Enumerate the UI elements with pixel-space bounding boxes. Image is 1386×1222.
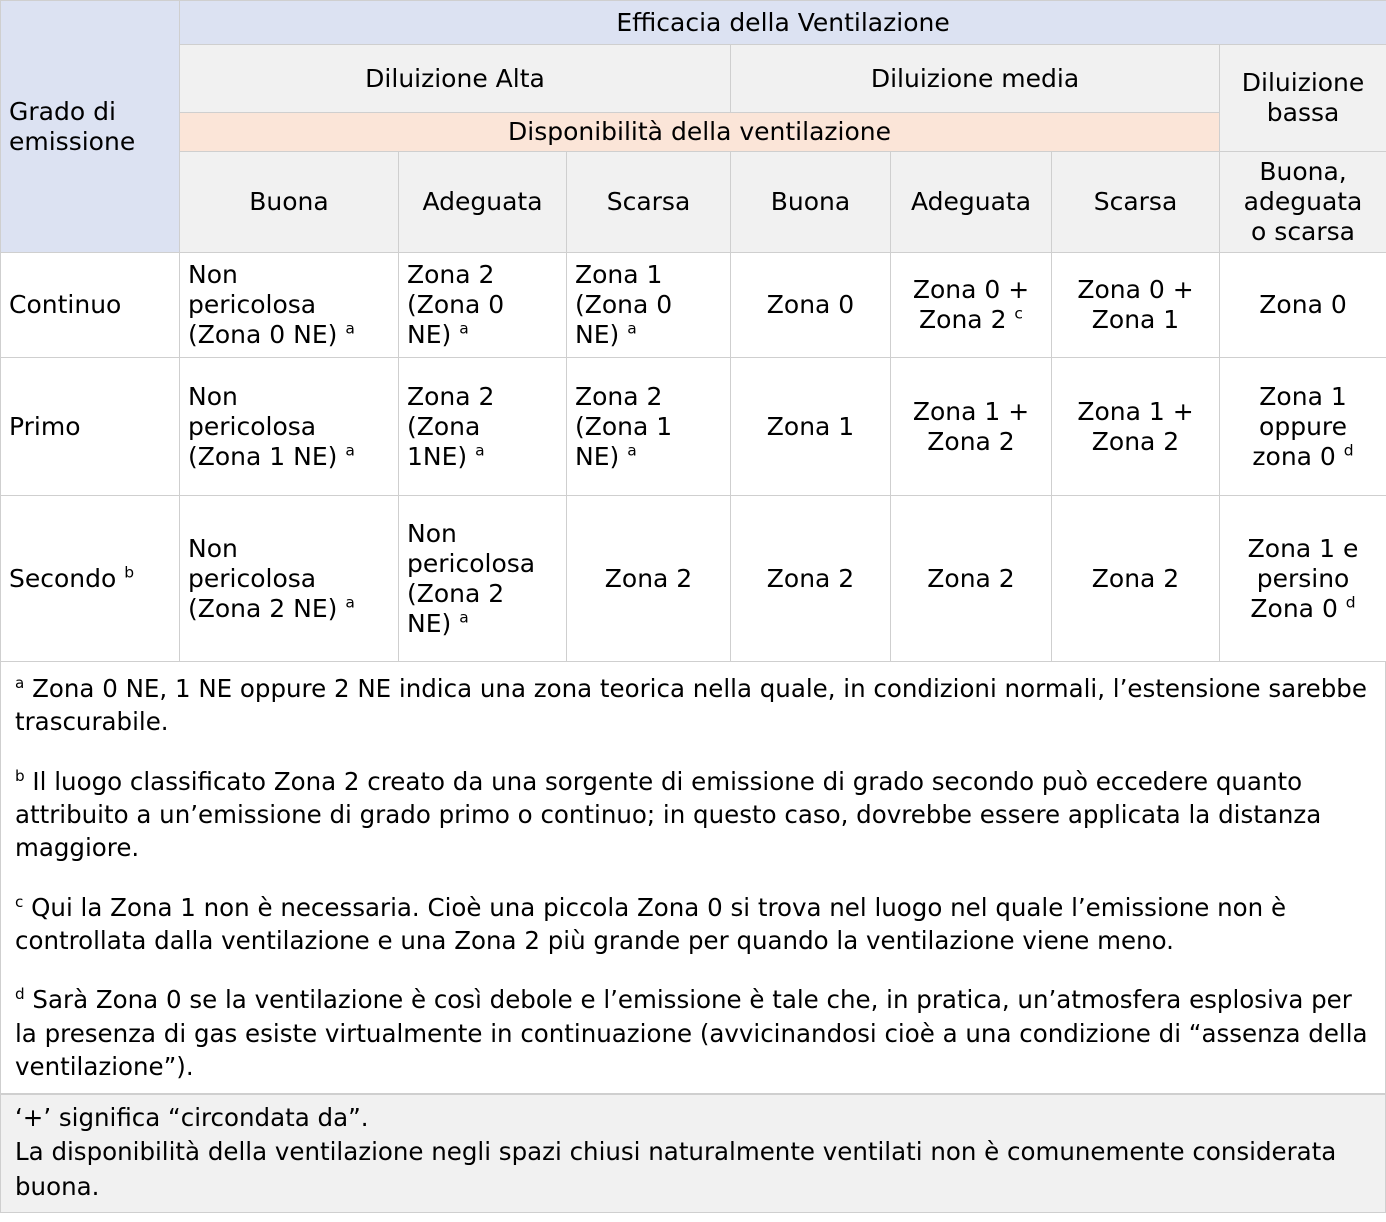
grade-label: Continuo <box>1 253 180 358</box>
header-availability-3: Buona <box>731 152 891 253</box>
header-row-diluizione <box>1 45 1386 113</box>
table-row <box>1 358 1386 496</box>
header-row-availability <box>1 152 1386 253</box>
header-availability-1: Adeguata <box>399 152 567 253</box>
zone-cell: Zona 2 <box>891 496 1052 662</box>
footnotes-block <box>0 662 1386 1094</box>
footnote-d: $^d$ Sarà Zona 0 se la ventilazione è così debole e l’emissione è tale che, in pratica, un’atmosfera esplosiva per la presenza di gas esiste virtualmente in continuazione (avvicinandosi cioè a una condizione di “assenza della ventilazione”). <box>15 985 1368 1081</box>
zone-cell: Zona 2 (Zona 1 NE) $^a$ <box>567 358 731 496</box>
footnote-a: $^a$ Zona 0 NE, 1 NE oppure 2 NE indica una zona teorica nella quale, in condizioni normali, l’estensione sarebbe trascurabile. <box>15 673 1367 737</box>
grade-label: Primo <box>1 358 180 496</box>
header-diluizione-alta: Diluizione Alta <box>180 45 731 113</box>
header-availability-2: Scarsa <box>567 152 731 253</box>
footnote-c: $^c$ Qui la Zona 1 non è necessaria. Cioè una piccola Zona 0 si trova nel luogo nel quale l’emissione non è controllata dalla ventilazione e una Zona 2 più grande per quando la ventilazione viene meno. <box>15 892 1287 955</box>
zone-cell: Zona 1 + Zona 2 <box>1052 358 1220 496</box>
zone-cell: Non pericolosa (Zona 2 NE) $^a$ <box>180 496 399 662</box>
header-availability-4: Adeguata <box>891 152 1052 253</box>
zone-cell: Zona 2 <box>567 496 731 662</box>
header-availability-6: Buona, adeguata o scarsa <box>1220 152 1386 253</box>
header-diluizione-media: Diluizione media <box>731 45 1220 113</box>
table-row <box>1 253 1386 358</box>
zone-cell: Non pericolosa (Zona 1 NE) $^a$ <box>180 358 399 496</box>
header-availability-5: Scarsa <box>1052 152 1220 253</box>
zone-cell: Zona 1 <box>731 358 891 496</box>
header-disponibilita-della-ventilazione: Disponibilità della ventilazione <box>180 113 1220 152</box>
footnote-b: $^b$ Il luogo classificato Zona 2 creato da una sorgente di emissione di grado secondo può eccedere quanto attribuito a un’emissione di grado primo o continuo; in questo caso, dovrebbe essere applicata la distanza maggiore. <box>15 766 1322 863</box>
zone-cell: Zona 2 <box>1052 496 1220 662</box>
header-availability-0: Buona <box>180 152 399 253</box>
zone-cell: Zona 1 + Zona 2 <box>891 358 1052 496</box>
general-note-plus-meaning: ‘+’ significa “circondata da”. <box>15 1103 369 1133</box>
header-efficacia-della-ventilazione: Efficacia della Ventilazione <box>180 1 1386 45</box>
header-row-disponibilita <box>1 113 1386 152</box>
zone-cell: Zona 1 oppure zona 0 $^d$ <box>1220 358 1386 496</box>
zone-cell: Non pericolosa (Zona 2 NE) $^a$ <box>399 496 567 662</box>
zone-cell: Zona 0 + Zona 2 $^c$ <box>891 253 1052 358</box>
general-notes-block <box>0 1094 1386 1213</box>
header-row-efficacia <box>1 1 1386 45</box>
zone-cell: Zona 2 (Zona 0 NE) $^a$ <box>399 253 567 358</box>
zone-cell: Zona 2 (Zona 1NE) $^a$ <box>399 358 567 496</box>
general-note-availability: La disponibilità della ventilazione negli spazi chiusi naturalmente ventilati non è comunemente considerata buona. <box>15 1137 1337 1201</box>
zone-cell: Non pericolosa (Zona 0 NE) $^a$ <box>180 253 399 358</box>
zone-cell: Zona 2 <box>731 496 891 662</box>
table-row <box>1 496 1386 662</box>
zone-cell: Zona 0 + Zona 1 <box>1052 253 1220 358</box>
row-header-grado-di-emissione: Grado di emissione <box>1 1 180 253</box>
zone-cell: Zona 1 (Zona 0 NE) $^a$ <box>567 253 731 358</box>
header-diluizione-bassa: Diluizione bassa <box>1220 45 1386 152</box>
grade-label: Secondo $^b$ <box>1 496 180 662</box>
zone-cell: Zona 0 <box>731 253 891 358</box>
zone-cell: Zona 1 e persino Zona 0 $^d$ <box>1220 496 1386 662</box>
zone-cell: Zona 0 <box>1220 253 1386 358</box>
